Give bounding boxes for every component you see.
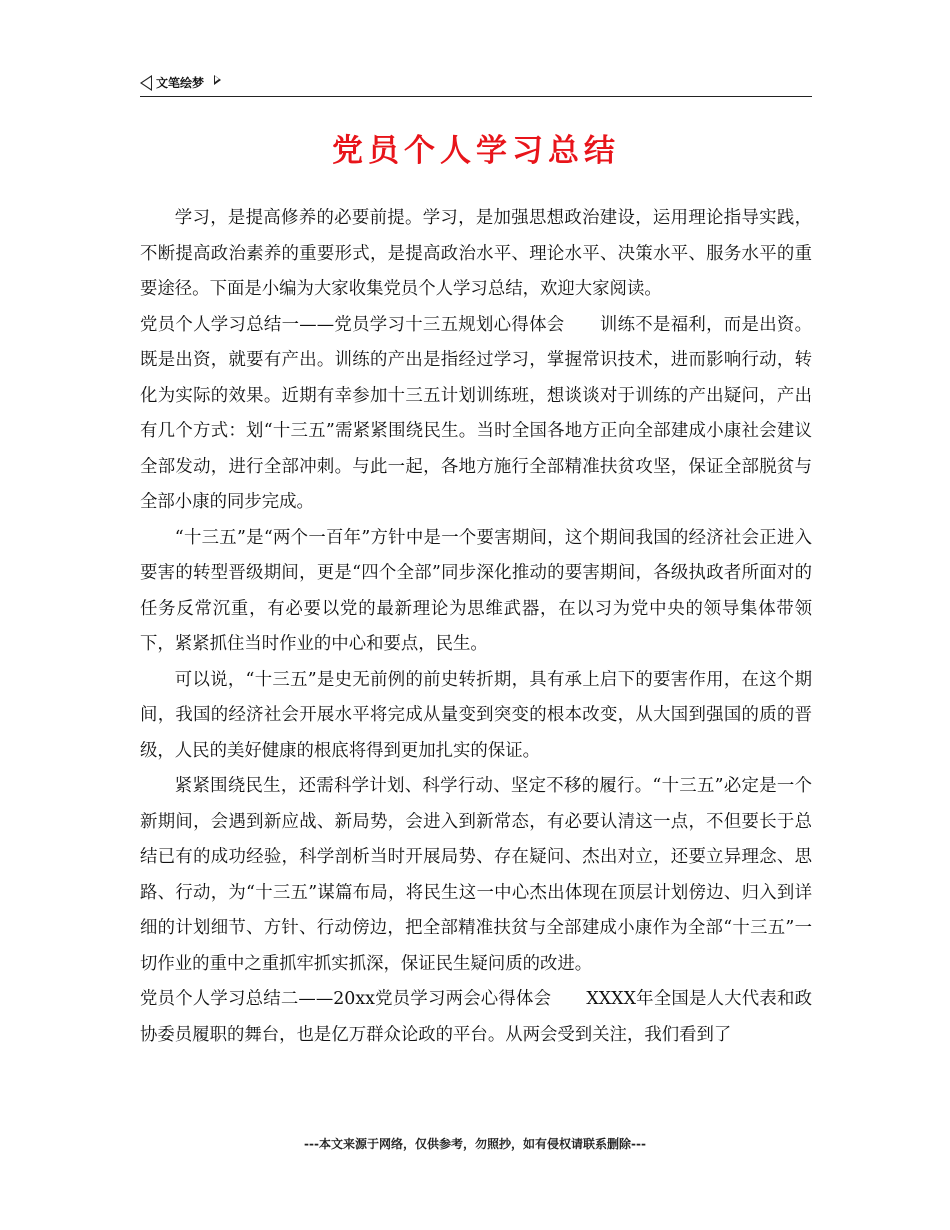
paragraph: “十三五”是“两个一百年”方针中是一个要害期间，这个期间我国的经济社会正进入要害的转型晋级期间，更是“四个全部”同步深化推动的要害期间，各级执政者所面对的任务反常沉重，有必要以党的最新理论为思维武器，在以习为党中央的领导集体带领下，紧紧抓住当时作业的中心和要点，民生。 — [140, 527, 812, 654]
header-brand — [140, 74, 221, 91]
page-footer: ---本文来源于网络，仅供参考，勿照抄，如有侵权请联系删除--- — [304, 1137, 646, 1151]
paragraph: 紧紧围绕民生，还需科学计划、科学行动、坚定不移的履行。“十三五”必定是一个新期间，会遇到新应战、新局势，会进入到新常态，有必要认清这一点，不但要长于总结已有的成功经验，科学剖析当时开展局势、存在疑问、杰出对立，还要立异理念、思路、行动，为“十三五”谋篇布局，将民生这一中心杰出体现在顶层计划傍边、归入到详细的计划细节、方针、行动傍边，把全部精准扶贫与全部建成小康作为全部“十三五”一切作业的重中之重抓牢抓实抓深，保证民生疑问质的改进。 — [140, 776, 812, 974]
triangle-left-icon — [140, 75, 152, 91]
paragraph-section-1: 党员个人学习总结一——党员学习十三五规划心得体会 训练不是福利，而是出资。既是出资，就要有产出。训练的产出是指经过学习，掌握常识技术，进而影响行动，转化为实际的效果。近期有幸参加十三五计划训练班，想谈谈对于训练的产出疑问，产出有几个方式：划“十三五”需紧紧围绕民生。当时全国各地方正向全部建成小康社会建议全部发动，进行全部冲刺。与此一起，各地方施行全部精准扶贫攻坚，保证全部脱贫与全部小康的同步完成。 — [140, 314, 812, 512]
document-body — [140, 201, 812, 1053]
paragraph-section-2: 党员个人学习总结二——20xx党员学习两会心得体会 XXXX年全国是人大代表和政协委员履职的舞台，也是亿万群众论政的平台。从两会受到关注，我们看到了 — [140, 989, 812, 1045]
triangle-right-icon — [214, 75, 221, 85]
page-header — [140, 72, 812, 97]
document-title: 党员个人学习总结 — [332, 133, 620, 169]
brand-text: 文笔绘梦 — [156, 76, 205, 90]
paragraph: 可以说，“十三五”是史无前例的前史转折期，具有承上启下的要害作用，在这个期间，我国的经济社会开展水平将完成从量变到突变的根本改变，从大国到强国的质的晋级，人民的美好健康的根底将得到更加扎实的保证。 — [140, 669, 812, 761]
paragraph-intro: 学习，是提高修养的必要前提。学习，是加强思想政治建设，运用理论指导实践，不断提高政治素养的重要形式，是提高政治水平、理论水平、决策水平、服务水平的重要途径。下面是小编为大家收集党员个人学习总结，欢迎大家阅读。 — [140, 208, 812, 299]
